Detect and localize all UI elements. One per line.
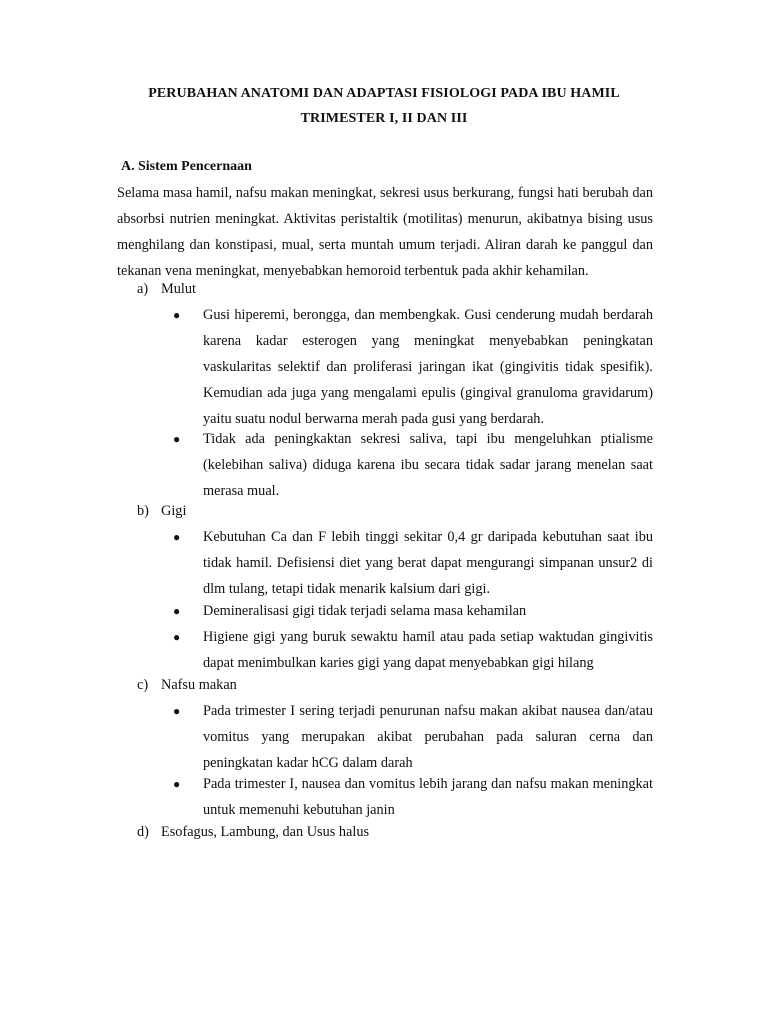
subsection-heading-esofagus: [137, 824, 369, 841]
bullet-icon: ●: [173, 432, 181, 446]
list-item-text: Demineralisasi gigi tidak terjadi selama masa kehamilan: [203, 603, 527, 619]
list-item: [173, 302, 653, 432]
bullet-icon: ●: [173, 630, 181, 644]
subsection-title: Nafsu makan: [161, 677, 237, 693]
document-title-line-1: PERUBAHAN ANATOMI DAN ADAPTASI FISIOLOGI PADA IBU HAMIL: [148, 86, 620, 101]
document-title-line-2: TRIMESTER I, II DAN III: [300, 111, 468, 126]
list-item-text: Pada trimester I sering terjadi penurunan nafsu makan akibat nausea dan/atau vomitus yang merupakan akibat perubahan pada saluran cerna dan peningkatan kadar hCG dalam darah: [203, 703, 653, 771]
list-item: [173, 771, 653, 823]
bullet-icon: ●: [173, 604, 181, 618]
subsection-letter: c): [137, 677, 149, 693]
list-item-text: Pada trimester I, nausea dan vomitus lebih jarang dan nafsu makan meningkat untuk memenuhi kebutuhan janin: [203, 776, 653, 818]
list-item: [173, 598, 653, 624]
list-item-text: Gusi hiperemi, berongga, dan membengkak. Gusi cenderung mudah berdarah karena kadar esterogen yang meningkat menyebabkan peningkatan vaskularitas selektif dan proliferasi jaringan ikat (gingivitis tidak spesifik). Kemudian ada juga yang mengalami epulis (gingival granuloma gravidarum) yaitu suatu nodul berwarna merah pada gusi yang berdarah.: [203, 307, 653, 427]
subsection-title: Esofagus, Lambung, dan Usus halus: [161, 824, 370, 840]
bullet-icon: ●: [173, 704, 181, 718]
list-item-text: Kebutuhan Ca dan F lebih tinggi sekitar 0,4 gr daripada kebutuhan saat ibu tidak hamil. Defisiensi diet yang berat dapat mengurangi simpanan unsur2 di dlm tulang, tetapi tidak menarik kalsium dari gigi.: [203, 529, 653, 597]
subsection-heading-gigi: [137, 503, 186, 520]
section-intro-paragraph: Selama masa hamil, nafsu makan meningkat, sekresi usus berkurang, fungsi hati berubah dan absorbsi nutrien meningkat. Aktivitas peristaltik (motilitas) menurun, akibatnya bising usus menghilang dan konstipasi, mual, serta muntah umum terjadi. Aliran darah ke panggul dan tekanan vena meningkat, menyebabkan hemoroid terbentuk pada akhir kehamilan.: [117, 185, 653, 279]
subsection-letter: b): [137, 503, 149, 519]
bullet-icon: ●: [173, 530, 181, 544]
list-item: [173, 524, 653, 602]
bullet-icon: ●: [173, 777, 181, 791]
subsection-heading-nafsu-makan: [137, 677, 237, 694]
list-item-text: Higiene gigi yang buruk sewaktu hamil atau pada setiap waktudan gingivitis dapat menimbulkan karies gigi yang dapat menyebabkan gigi hilang: [203, 629, 653, 671]
section-heading: [121, 159, 252, 175]
section-title: Sistem Pencernaan: [138, 159, 252, 174]
subsection-title: Mulut: [161, 281, 196, 297]
list-item: [173, 426, 653, 504]
bullet-icon: ●: [173, 308, 181, 322]
section-number: A.: [121, 159, 135, 174]
subsection-heading-mulut: [137, 281, 196, 298]
list-item: [173, 624, 653, 676]
list-item-text: Tidak ada peningkaktan sekresi saliva, tapi ibu mengeluhkan ptialisme (kelebihan saliva) diduga karena ibu secara tidak sadar jarang menelan saat merasa mual.: [203, 431, 653, 499]
subsection-title: Gigi: [161, 503, 187, 519]
subsection-letter: d): [137, 824, 149, 840]
subsection-letter: a): [137, 281, 149, 297]
list-item: [173, 698, 653, 776]
